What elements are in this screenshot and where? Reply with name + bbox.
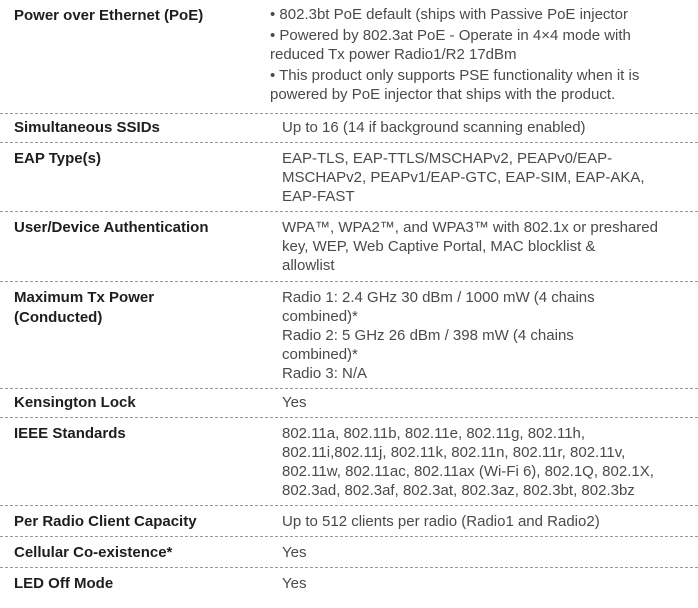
spec-label	[0, 288, 258, 388]
spec-row-max-tx-power	[0, 282, 698, 389]
spec-label: User/Device Authentication	[14, 219, 209, 236]
spec-row-poe	[0, 0, 698, 114]
spec-row-eap-types	[0, 143, 698, 212]
spec-row-led-off-mode	[0, 568, 698, 597]
value-line: 802.11a, 802.11b, 802.11e, 802.11g, 802.11h,	[282, 425, 586, 442]
value-line: Up to 512 clients per radio (Radio1 and Radio2)	[282, 513, 600, 530]
spec-value	[258, 149, 698, 211]
spec-value	[258, 118, 698, 142]
spec-row-cellular-coexistence	[0, 537, 698, 568]
value-line: reduced Tx power Radio1/R2 17dBm	[270, 46, 517, 63]
spec-label: EAP Type(s)	[14, 150, 101, 167]
spec-value	[258, 393, 698, 417]
value-line: Yes	[282, 544, 307, 561]
spec-label: IEEE Standards	[14, 425, 126, 442]
bullet-item	[270, 66, 698, 104]
value-line: Radio 1: 2.4 GHz 30 dBm / 1000 mW (4 chains	[282, 289, 595, 306]
value-line: allowlist	[282, 257, 335, 274]
spec-row-ieee-standards	[0, 418, 698, 506]
spec-label: LED Off Mode	[14, 575, 114, 592]
spec-label: Kensington Lock	[14, 394, 136, 411]
value-line: 802.3ad, 802.3af, 802.3at, 802.3az, 802.3bt, 802.3bz	[282, 482, 635, 499]
spec-value	[258, 288, 698, 388]
spec-value	[258, 424, 698, 505]
spec-value	[258, 5, 698, 113]
value-line: EAP-FAST	[282, 188, 355, 205]
value-line: combined)*	[282, 308, 358, 325]
value-line: 802.11i,802.11j, 802.11k, 802.11n, 802.11r, 802.11v,	[282, 444, 626, 461]
spec-label: Cellular Co-existence*	[14, 544, 173, 561]
value-line: Up to 16 (14 if background scanning enabled)	[282, 119, 586, 136]
value-line: key, WEP, Web Captive Portal, MAC blocklist &	[282, 238, 596, 255]
spec-label: Per Radio Client Capacity	[14, 513, 197, 530]
spec-row-kensington-lock	[0, 389, 698, 418]
bullet-item	[270, 26, 698, 64]
spec-label: Power over Ethernet (PoE)	[14, 7, 204, 24]
spec-value	[258, 512, 698, 536]
spec-row-ssids	[0, 114, 698, 143]
value-line: • Powered by 802.3at PoE - Operate in 4×4 mode with	[270, 27, 631, 44]
value-line: powered by PoE injector that ships with the product.	[270, 86, 616, 103]
value-line: Radio 2: 5 GHz 26 dBm / 398 mW (4 chains	[282, 327, 574, 344]
value-line: • This product only supports PSE functionality when it is	[270, 67, 640, 84]
value-line: MSCHAPv2, PEAPv1/EAP-GTC, EAP-SIM, EAP-AKA,	[282, 169, 645, 186]
spec-value	[258, 218, 698, 281]
value-line: 802.11w, 802.11ac, 802.11ax (Wi-Fi 6), 802.1Q, 802.1X,	[282, 463, 654, 480]
spec-value	[258, 543, 698, 567]
value-line: Yes	[282, 394, 307, 411]
value-line: combined)*	[282, 346, 358, 363]
label-line: (Conducted)	[14, 309, 103, 326]
value-line: Yes	[282, 575, 307, 592]
spec-row-authentication	[0, 212, 698, 282]
spec-row-client-capacity	[0, 506, 698, 537]
value-line: Radio 3: N/A	[282, 365, 368, 382]
value-line: • 802.3bt PoE default (ships with Passive PoE injector	[270, 6, 628, 23]
value-line: WPA™, WPA2™, and WPA3™ with 802.1x or preshared	[282, 219, 658, 236]
label-line: Maximum Tx Power	[14, 289, 155, 306]
spec-label: Simultaneous SSIDs	[14, 119, 160, 136]
bullet-item	[270, 5, 698, 24]
value-line: EAP-TLS, EAP-TTLS/MSCHAPv2, PEAPv0/EAP-	[282, 150, 613, 167]
spec-value	[258, 574, 698, 597]
